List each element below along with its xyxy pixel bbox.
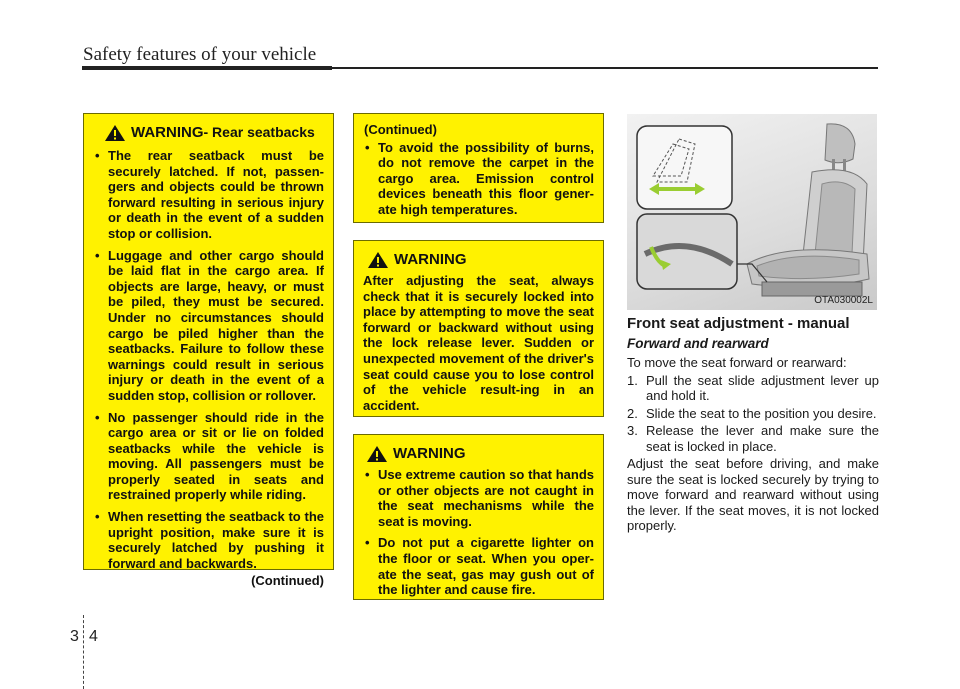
intro-text: To move the seat forward or rearward: — [627, 355, 847, 370]
warning-list — [362, 140, 594, 218]
warning-header — [367, 251, 594, 269]
warning-triangle-icon — [367, 251, 389, 269]
warning-title: WARNING — [393, 445, 466, 463]
warning-triangle-icon — [366, 445, 388, 463]
warning-text: After adjusting the seat, always check that it is securely locked into place by attempting to move the seat forward or backward without using the lock release lever. Sudden or unexpected movement of the driver's seat could cause you to lose control of the vehicle result-ing in an accident. — [363, 273, 594, 413]
seat-adjustment-figure — [627, 114, 877, 310]
chapter-number: 3 — [70, 628, 79, 645]
step-number: 3. — [627, 423, 638, 438]
warning-triangle-icon — [104, 124, 126, 142]
list-item: • No passenger should ride in the cargo area or sit or lie on folded seatbacks while the vehicle is moving. All passengers must be properly seated in seats and restrained properly while riding. — [92, 410, 324, 504]
page-header-title: Safety features of your vehicle — [83, 44, 317, 65]
list-item: • Do not put a cigarette lighter on the floor or seat. When you oper-ate the seat, gas may gush out of the lighter and cause fire. — [362, 535, 594, 597]
list-item — [627, 423, 879, 454]
list-item: • When resetting the seatback to the upright position, make sure it is securely latched by pushing it forward and backwards. — [92, 509, 324, 571]
step-number: 1. — [627, 372, 638, 388]
list-item: • Use extreme caution so that hands or other objects are not caught in the seat mechanisms while the seat is moving. — [362, 467, 594, 529]
step-text: Pull the seat slide adjustment lever up and hold it. — [646, 372, 879, 403]
list-item — [627, 406, 879, 422]
warning-box-continued — [353, 113, 604, 223]
footer-rule — [83, 615, 84, 689]
warning-subtitle: - Rear seatbacks — [203, 124, 315, 141]
warning-header — [366, 445, 594, 463]
figure-code: OTA030002L — [814, 295, 873, 306]
warning-title: WARNING — [131, 124, 204, 142]
step-number: 2. — [627, 405, 638, 421]
section-title: Front seat adjustment - manual — [627, 315, 850, 332]
step-list — [627, 373, 879, 455]
step-text: Release the lever and make sure the seat is locked in place. — [646, 423, 879, 454]
list-item: • To avoid the possibility of burns, do not remove the carpet in the cargo area. Emission control devices beneath this floor gener-ate high temperatures. — [362, 140, 594, 218]
warning-list — [362, 467, 594, 598]
warning-header — [104, 124, 324, 142]
list-item: • The rear seatback must be securely latched. If not, passen-gers and objects could be thrown forward resulting in serious injury or death in the event of a sudden stop or collision. — [92, 148, 324, 242]
warning-list — [92, 148, 324, 571]
car-seat-illustration — [627, 114, 877, 310]
continued-label: (Continued) — [251, 573, 324, 589]
step-text: Slide the seat to the position you desire. — [646, 405, 877, 421]
section-body — [627, 355, 879, 534]
warning-title: WARNING — [394, 251, 467, 269]
outro-text: Adjust the seat before driving, and make sure the seat is locked securely by trying to move forward and rearward without using the lever. If the seat moves, it is not locked properly. — [627, 456, 879, 533]
header-rule-accent — [82, 66, 332, 70]
continued-label: (Continued) — [364, 122, 437, 137]
warning-box-rear-seatbacks — [83, 113, 334, 589]
page-number: 4 — [89, 628, 98, 645]
list-item — [627, 373, 879, 404]
list-item: • Luggage and other cargo should be laid flat in the cargo area. If objects are large, heavy, or must be piled, they must be secured. Under no circumstances should cargo be piled higher than the seatbacks. Failure to follow these warnings could result in serious injury or death in the event of a sudden stop, collision or rollover. — [92, 248, 324, 404]
warning-box-seat-lock — [353, 240, 604, 417]
section-subtitle: Forward and rearward — [627, 336, 769, 351]
warning-box-seat-mechanism — [353, 434, 604, 600]
